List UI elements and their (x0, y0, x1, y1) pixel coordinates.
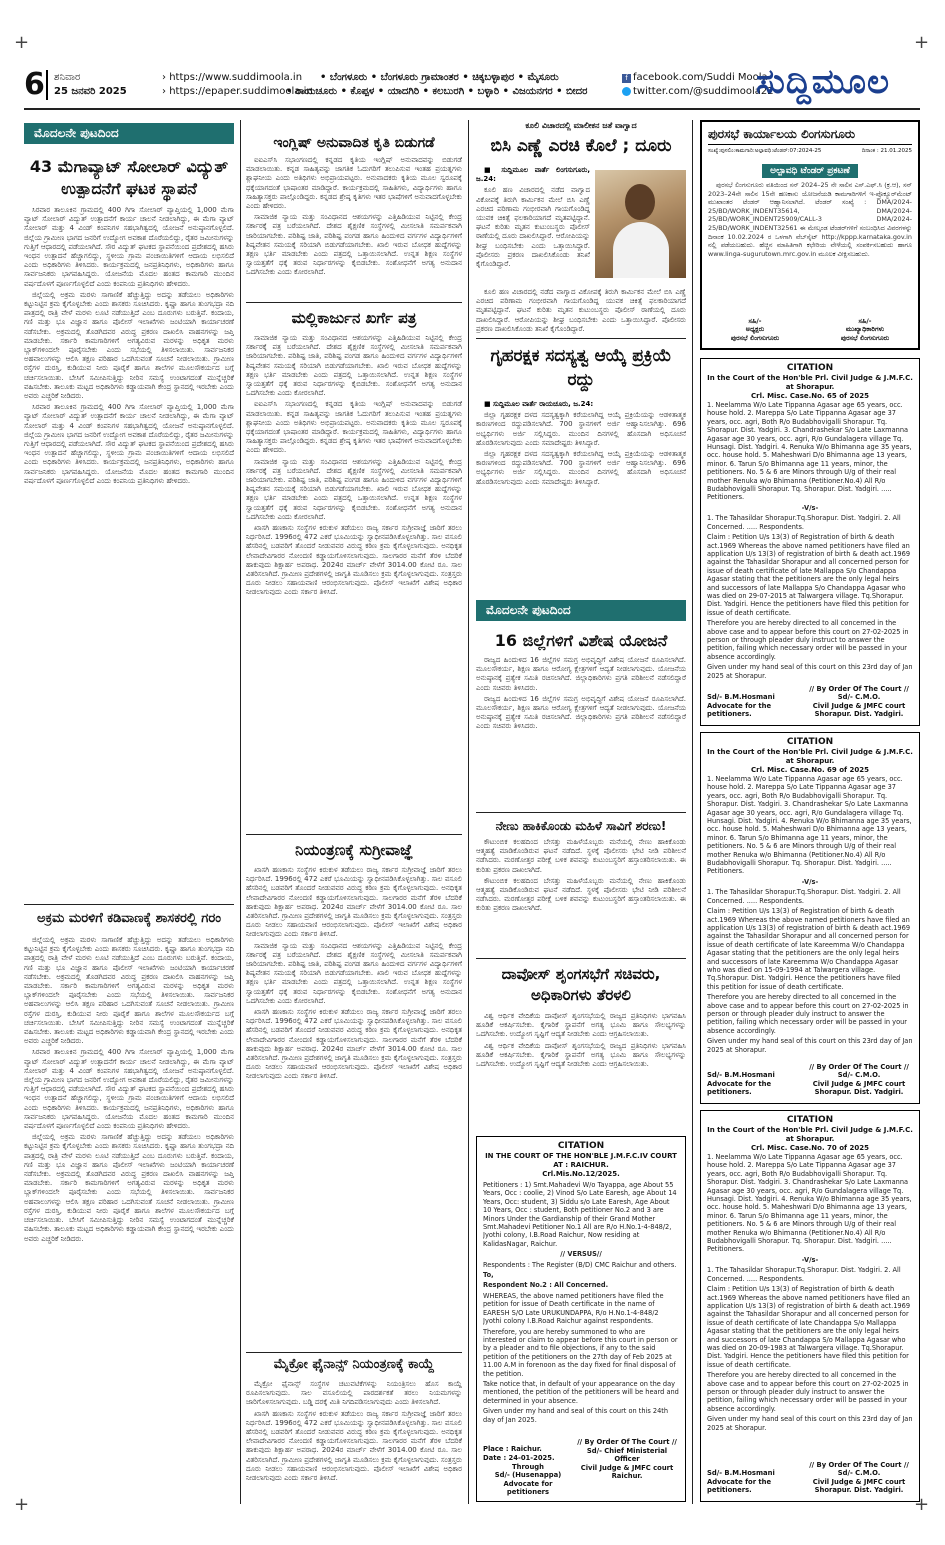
citation-place: at Shorapur. (785, 383, 835, 391)
header-day: ಶನಿವಾರ (54, 72, 81, 83)
story-body: ಜಿಲ್ಲೆಯಲ್ಲಿ ಅಕ್ರಮ ಮರಳು ಸಾಗಾಣಿಕೆ ಹೆಚ್ಚುತ್ತಿದ್ದು ಅದನ್ನು ತಡೆಯಲು ಅಧಿಕಾರಿಗಳು ಕಟ್ಟುನಿಟ್ಟಿನ ಕ್ರಮ ಕೈಗೊಳ್ಳಬೇಕು ಎಂದು ಶಾಸಕರು ಸೂಚಿಸಿದರು. ಕೃಷ್ಣಾ ಹಾಗೂ ತುಂಗಭದ್ರಾ ನದಿ ಪಾತ್ರದಲ್ಲಿ ರಾತ್ರಿ ವೇಳೆ ಮರಳು ಲೂಟಿ ನಡೆಯುತ್ತಿದೆ ಎಂಬ ದೂರುಗಳು ಬರುತ್ತಿವೆ. ಕಂದಾಯ, ಗಣಿ ಮತ್ತು ಭೂ ವಿಜ್ಞಾನ ಹಾಗೂ ಪೊಲೀಸ್ ಇಲಾಖೆಗಳು ಜಂಟಿಯಾಗಿ ಕಾರ್ಯಾಚರಣೆ ನಡೆಸಬೇಕು. ಅಕ್ರಮದಲ್ಲಿ ತೊಡಗಿದವರ ವಿರುದ್ಧ ಪ್ರಕರಣ ದಾಖಲಿಸಿ ವಾಹನಗಳನ್ನು ಜಪ್ತಿ ಮಾಡಬೇಕು. ಸರ್ಕಾರಿ ಕಾಮಗಾರಿಗಳಿಗೆ ಅಗತ್ಯವಿರುವ ಮರಳನ್ನು ಅಧಿಕೃತ ಮರಳು ಬ್ಲಾಕ್‌ಗಳಿಂದಲೇ ಪೂರೈಸಬೇಕು ಎಂದು ಸಭೆಯಲ್ಲಿ ತಿಳಿಸಲಾಯಿತು. ಸಾರ್ವಜನಿಕರ ಅಹವಾಲುಗಳನ್ನು ಆಲಿಸಿ ತಕ್ಷಣ ಪರಿಹಾರ ಒದಗಿಸುವಂತೆ ಸೂಚನೆ ನೀಡಲಾಯಿತು. ಗ್ರಾಮೀಣ ರಸ್ತೆಗಳ ದುರಸ್ತಿ, ಕುಡಿಯುವ ನೀರು ಪೂರೈಕೆ ಹಾಗೂ ಶಾಲೆಗಳ ಮೂಲಸೌಕರ್ಯದ ಬಗ್ಗೆ ಚರ್ಚಿಸಲಾಯಿತು. ಬೇಸಿಗೆ ಸಮೀಪಿಸುತ್ತಿದ್ದು ನೀರಿನ ಸಮಸ್ಯೆ ಉಂಟಾಗದಂತೆ ಮುನ್ನೆಚ್ಚರಿಕೆ ವಹಿಸಬೇಕು. ತಾಲೂಕು ಮಟ್ಟದ ಅಧಿಕಾರಿಗಳು ಕಡ್ಡಾಯವಾಗಿ ಕೇಂದ್ರ ಸ್ಥಾನದಲ್ಲಿ ಇರಬೇಕು ಎಂದು ಅವರು ಎಚ್ಚರಿಕೆ ನೀಡಿದರು. ಸಿರವಾರ ತಾಲೂಕಿನ ಗ್ರಾಮದಲ್ಲಿ 400 ಗಿಗಾ ಸೋಲಾರ್ ವ್ಯಾಪ್ತಿಯಲ್ಲಿ 1,000 ಮೆಗಾ ವ್ಯಾಟ್ ಸೋಲಾರ್ ವಿದ್ಯುತ್ ಉತ್ಪಾದನೆಗೆ ಕಾರ್ಯ ಚಾಲನೆ ನೀಡಲಾಗಿದ್ದು, ಈ ಮೆಗಾ ವ್ಯಾಟ್ ಸೋಲಾರ್ ಮತ್ತು 4 ವಿಂಡ್ ಕಂಪನಿಗಳ ಸಹಭಾಗಿತ್ವದಲ್ಲಿ ಯೋಜನೆ ಅನುಷ್ಠಾನಗೊಳ್ಳಲಿದೆ. ಜಿಲ್ಲೆಯ ಗ್ರಾಮೀಣ ಭಾಗದ ಜನರಿಗೆ ಉದ್ಯೋಗ ಅವಕಾಶ ದೊರೆಯಲಿದ್ದು, ರೈತರ ಜಮೀನುಗಳನ್ನು ಗುತ್ತಿಗೆ ಆಧಾರದಲ್ಲಿ ಪಡೆಯಲಾಗಿದೆ. ಸೌರ ವಿದ್ಯುತ್ ಘಟಕದ ಸ್ಥಾಪನೆಯಿಂದ ಪ್ರದೇಶದಲ್ಲಿ ಹಸಿರು ಇಂಧನ ಉತ್ಪಾದನೆ ಹೆಚ್ಚಾಗಲಿದ್ದು, ಸ್ಥಳೀಯ ಗ್ರಾಮ ಪಂಚಾಯಿತಿಗಳಿಗೆ ಆದಾಯ ಲಭಿಸಲಿದೆ ಎಂದು ಅಧಿಕಾರಿಗಳು ತಿಳಿಸಿದರು. ಕಾರ್ಯಕ್ರಮದಲ್ಲಿ ಜನಪ್ರತಿನಿಧಿಗಳು, ಅಧಿಕಾರಿಗಳು ಹಾಗೂ ಸಾರ್ವಜನಿಕರು ಭಾಗವಹಿಸಿದ್ದರು. ಯೋಜನೆಯ ಮೊದಲ ಹಂತದ ಕಾಮಗಾರಿ ಮುಂದಿನ ವರ್ಷದೊಳಗೆ ಪೂರ್ಣಗೊಳ್ಳಲಿದೆ ಎಂದು ಕಂಪನಿಯ ಪ್ರತಿನಿಧಿಗಳು ಹೇಳಿದರು. ಜಿಲ್ಲೆಯಲ್ಲಿ ಅಕ್ರಮ ಮರಳು ಸಾಗಾಣಿಕೆ ಹೆಚ್ಚುತ್ತಿದ್ದು ಅದನ್ನು ತಡೆಯಲು ಅಧಿಕಾರಿಗಳು ಕಟ್ಟುನಿಟ್ಟಿನ ಕ್ರಮ ಕೈಗೊಳ್ಳಬೇಕು ಎಂದು ಶಾಸಕರು ಸೂಚಿಸಿದರು. ಕೃಷ್ಣಾ ಹಾಗೂ ತುಂಗಭದ್ರಾ ನದಿ ಪಾತ್ರದಲ್ಲಿ ರಾತ್ರಿ ವೇಳೆ ಮರಳು ಲೂಟಿ ನಡೆಯುತ್ತಿದೆ ಎಂಬ ದೂರುಗಳು ಬರುತ್ತಿವೆ. ಕಂದಾಯ, ಗಣಿ ಮತ್ತು ಭೂ ವಿಜ್ಞಾನ ಹಾಗೂ ಪೊಲೀಸ್ ಇಲಾಖೆಗಳು ಜಂಟಿಯಾಗಿ ಕಾರ್ಯಾಚರಣೆ ನಡೆಸಬೇಕು. ಅಕ್ರಮದಲ್ಲಿ ತೊಡಗಿದವರ ವಿರುದ್ಧ ಪ್ರಕರಣ ದಾಖಲಿಸಿ ವಾಹನಗಳನ್ನು ಜಪ್ತಿ ಮಾಡಬೇಕು. ಸರ್ಕಾರಿ ಕಾಮಗಾರಿಗಳಿಗೆ ಅಗತ್ಯವಿರುವ ಮರಳನ್ನು ಅಧಿಕೃತ ಮರಳು ಬ್ಲಾಕ್‌ಗಳಿಂದಲೇ ಪೂರೈಸಬೇಕು ಎಂದು ಸಭೆಯಲ್ಲಿ ತಿಳಿಸಲಾಯಿತು. ಸಾರ್ವಜನಿಕರ ಅಹವಾಲುಗಳನ್ನು ಆಲಿಸಿ ತಕ್ಷಣ ಪರಿಹಾರ ಒದಗಿಸುವಂತೆ ಸೂಚನೆ ನೀಡಲಾಯಿತು. ಗ್ರಾಮೀಣ ರಸ್ತೆಗಳ ದುರಸ್ತಿ, ಕುಡಿಯುವ ನೀರು ಪೂರೈಕೆ ಹಾಗೂ ಶಾಲೆಗಳ ಮೂಲಸೌಕರ್ಯದ ಬಗ್ಗೆ ಚರ್ಚಿಸಲಾಯಿತು. ಬೇಸಿಗೆ ಸಮೀಪಿಸುತ್ತಿದ್ದು ನೀರಿನ ಸಮಸ್ಯೆ ಉಂಟಾಗದಂತೆ ಮುನ್ನೆಚ್ಚರಿಕೆ ವಹಿಸಬೇಕು. ತಾಲೂಕು ಮಟ್ಟದ ಅಧಿಕಾರಿಗಳು ಕಡ್ಡಾಯವಾಗಿ ಕೇಂದ್ರ ಸ್ಥಾನದಲ್ಲಿ ಇರಬೇಕು ಎಂದು ಅವರು ಎಚ್ಚರಿಕೆ ನೀಡಿದರು. (24, 936, 234, 1243)
story-body: ರಾಜ್ಯದ ಹಿಂದುಳಿದ 16 ಜಿಲ್ಲೆಗಳ ಸಮಗ್ರ ಅಭಿವೃದ್ಧಿಗೆ ವಿಶೇಷ ಯೋಜನೆ ರೂಪಿಸಲಾಗಿದೆ. ಮೂಲಸೌಕರ್ಯ, ಶಿಕ್ಷಣ ಹಾಗೂ ಆರೋಗ್ಯ ಕ್ಷೇತ್ರಗಳಿಗೆ ಆದ್ಯತೆ ನೀಡಲಾಗುವುದು. ಯೋಜನೆಯ ಅನುಷ್ಠಾನಕ್ಕೆ ಪ್ರತ್ಯೇಕ ಸಮಿತಿ ರಚಿಸಲಾಗಿದೆ. ಜಿಲ್ಲಾಧಿಕಾರಿಗಳು ಪ್ರಗತಿ ಪರಿಶೀಲನೆ ನಡೆಸಲಿದ್ದಾರೆ ಎಂದು ಸಚಿವರು ತಿಳಿಸಿದರು. ರಾಜ್ಯದ ಹಿಂದುಳಿದ 16 ಜಿಲ್ಲೆಗಳ ಸಮಗ್ರ ಅಭಿವೃದ್ಧಿಗೆ ವಿಶೇಷ ಯೋಜನೆ ರೂಪಿಸಲಾಗಿದೆ. ಮೂಲಸೌಕರ್ಯ, ಶಿಕ್ಷಣ ಹಾಗೂ ಆರೋಗ್ಯ ಕ್ಷೇತ್ರಗಳಿಗೆ ಆದ್ಯತೆ ನೀಡಲಾಗುವುದು. ಯೋಜನೆಯ ಅನುಷ್ಠಾನಕ್ಕೆ ಪ್ರತ್ಯೇಕ ಸಮಿತಿ ರಚಿಸಲಾಗಿದೆ. ಜಿಲ್ಲಾಧಿಕಾರಿಗಳು ಪ್ರಗತಿ ಪರಿಶೀಲನೆ ನಡೆಸಲಿದ್ದಾರೆ ಎಂದು ಸಚಿವರು ತಿಳಿಸಿದರು. (476, 656, 686, 731)
arrow-icon: › (162, 72, 170, 83)
story-headline: ಅಕ್ರಮ ಮರಳಿಗೆ ಕಡಿವಾಣಕ್ಕೆ ಶಾಸಕರಲ್ಲಿ ಗರಂ (37, 911, 221, 926)
story-kicker: ಕೂಲಿ ವಿಚಾರದಲ್ಲಿ ಮಾಲೀಕನ ಜತೆ ವಾಗ್ವಾದ (525, 121, 637, 130)
tender-signature-left: ಸಹಿ/- ಅಧ್ಯಕ್ಷರು ಪುರಸಭೆ ಲಿಂಗಸುಗೂರು (730, 316, 780, 342)
story-body: ಮೈಕ್ರೋ ಫೈನಾನ್ಸ್ ಸಂಸ್ಥೆಗಳ ಚಟುವಟಿಕೆಗಳನ್ನು ನಿಯಂತ್ರಿಸಲು ಹೊಸ ಕಾಯ್ದೆ ರೂಪಿಸಲಾಗುವುದು. ಸಾಲ ವಸೂಲಿಯಲ್ಲಿ ಪಾರದರ್ಶಕತೆ ತರಲು ನಿಯಮಗಳನ್ನು ಜಾರಿಗೊಳಿಸಲಾಗುವುದು. ಬಡ್ಡಿ ದರಕ್ಕೆ ಮಿತಿ ನಿಗದಿಪಡಿಸಲಾಗುವುದು ಎಂದು ತಿಳಿಸಲಾಗಿದೆ. ಖಾಸಗಿ ಹಣಕಾಸು ಸಂಸ್ಥೆಗಳ ಕಿರುಕುಳ ತಡೆಯಲು ರಾಜ್ಯ ಸರ್ಕಾರ ಸುಗ್ರೀವಾಜ್ಞೆ ಜಾರಿಗೆ ತರಲು ನಿರ್ಧರಿಸಿದೆ. 1996ರಲ್ಲಿ 472 ಎಕರೆ ಭೂಮಿಯನ್ನು ಸ್ವಾಧೀನಪಡಿಸಿಕೊಳ್ಳಲಾಗಿತ್ತು. ಸಾಲ ವಸೂಲಿ ಹೆಸರಿನಲ್ಲಿ ಬಡವರಿಗೆ ತೊಂದರೆ ನೀಡುವವರ ವಿರುದ್ಧ ಕಠಿಣ ಕ್ರಮ ಕೈಗೊಳ್ಳಲಾಗುವುದು. ಅನಧಿಕೃತ ಲೇವಾದೇವಿಗಾರರ ನೋಂದಣಿ ಕಡ್ಡಾಯಗೊಳಿಸಲಾಗುವುದು. ಸಾಲಗಾರರ ಮನೆಗೆ ತೆರಳಿ ಬೆದರಿಕೆ ಹಾಕುವುದು ಶಿಕ್ಷಾರ್ಹ ಅಪರಾಧ. 2024ರ ಮಾರ್ಚ್ ವೇಳೆಗೆ 3014.00 ಕೋಟಿ ರೂ. ಸಾಲ ವಿತರಿಸಲಾಗಿದೆ. ಗ್ರಾಮೀಣ ಪ್ರದೇಶಗಳಲ್ಲಿ ಜಾಗೃತಿ ಮೂಡಿಸಲು ಕ್ರಮ ಕೈಗೊಳ್ಳಲಾಗುವುದು. ಸಂತ್ರಸ್ತರು ದೂರು ನೀಡಲು ಸಹಾಯವಾಣಿ ಆರಂಭಿಸಲಾಗುವುದು. ಪೊಲೀಸ್ ಇಲಾಖೆಗೆ ವಿಶೇಷ ಅಧಿಕಾರ ನೀಡಲಾಗುವುದು ಎಂದು ಸರ್ಕಾರ ತಿಳಿಸಿದೆ. (246, 1380, 462, 1483)
citation-notice (700, 358, 920, 726)
story-headline: ಬಿಸಿ ಎಣ್ಣೆ ಎರಚಿ ಕೊಲೆ ; ದೂರು (490, 136, 672, 156)
citation-notice-raichur (476, 1136, 686, 1502)
divider (476, 958, 686, 959)
citation-signature-left: Sd/- B.M.Hosmani Advocate for the petitioners. (707, 1469, 775, 1495)
editions-row-1: • ಬೆಂಗಳೂರು • ಬೆಂಗಳೂರು ಗ್ರಾಮಾಂತರ • ಚಿಕ್ಕಬಳ್ಳಾಪುರ • ಮೈಸೂರು (320, 72, 559, 83)
tender-signature-right: ಸಹಿ/- ಮುಖ್ಯಾಧಿಕಾರಿಗಳು ಪುರಸಭೆ ಲಿಂಗಸುಗೂರು (840, 316, 890, 342)
citation-court: In the Court of the Hon'ble Prl. Civil Judge & J.M.F.C. (707, 1126, 913, 1134)
story-headline: 43 ಮೆಗಾವ್ಯಾಟ್ ಸೋಲಾರ್ ವಿದ್ಯುತ್ ಉತ್ಪಾದನೆಗೆ ಘಟಕ ಸ್ಥಾಪನೆ (29, 157, 229, 198)
divider (46, 70, 48, 100)
citation-notice (700, 1110, 920, 1502)
page-number: 6 (24, 67, 45, 102)
divider (246, 302, 462, 303)
column-rule (468, 120, 469, 1504)
citation-body: 1. Neelamma W/o Late Tippanna Agasar age 65 years, occ. house hold. 2. Mareppa S/o Late Tippanna Agasar age 37 years, occ. agri, Both R/o Budabhovigalli Shorapur. Tq. Shorapur. Dist. Yadgiri. 3. Chandrashekar S/o Late Laxmanna Agasar age 30 years, occ. agri, R/o Gundalagera village Tq. Hunsagi. Dist. Yadgiri. 4. Renuka W/o Bhimanna age 35 years, occ. house hold. 5. Maheshwari D/o Bhimanna age 13 years, minor. 6. Tarun S/o Bhimanna age 11 years, minor, the petitioners. No. 5 & 6 are Minors through U/g of their real mother Renuka w/o Bhimanna (Petitioner.No.4) All R/o Budabhovigalli Shorapur. Tq. Shorapur. Dist. Yadgiri. ..... Petitioners. -V/s- 1. The Tahasildar Shorapur.Tq.Shorapur. Dist. Yadgiri. 2. All Concerned. ..... Respondents. Claim : Petition U/s 13(3) of Registration of birth & death act.1969 Whereas the above named petitioners have filed an application U/s 13(3) of registration of birth & death act.1969 against the Tahasildar Shorapur and all concerned person for issue of death certificate of late Chandappa S/o Mallappa Agasar stating that the petitioners are the only legal heirs and successors of late Chandappa S/o Mallappa Agasar who was died on 20-09-1983 at Talwargera village. Tq.Shorapur. Dist. Yadgiri. Hence the petitioners have filed this petition for issue of death certificate. Therefore you are hereby directed to all concerned in the above case and to appear before this court on 27-02-2025 in person or through pleader duly instruct to answer the petition, failing which necessary order will be passed in your absence accordingly. Given under my hand seal of this court on this 23rd day of Jan 2025 at Shorapur. (707, 1153, 913, 1432)
citation-caseno: Crl.Mis.No.12/2025. (542, 1170, 620, 1178)
divider (246, 1352, 462, 1353)
citation-court: In the Court of the Hon'ble Prl. Civil Judge & J.M.F.C. (707, 748, 913, 756)
divider (476, 812, 686, 813)
header-rule (24, 108, 920, 110)
citation-body: Petitioners : 1) Smt.Mahadevi W/o Tayappa, age About 55 Years, Occ : coolie, 2) Vinod S/o Late Earesh, age About 14 Years, Occ: student, 3) Siddu s/o Late Earesh, Age About 10 Years, Occ : student, Both petitioner No.2 and 3 are Minors Under the Gardianship of their Grand Mother Smt.Mahadevi Petitioner No.1 All are R/o H.No.1-4-848/2, Jyothi colony, I.B.Road Raichur, Now residing at KalidasNagar, Raichur. // VERSUS// Respondents : The Register (B/D) CMC Raichur and others. To, Respondent No.2 : All Concerned. WHEREAS, the above named petitioners have filed the petition for issue of Death certificate in the name of EARESH S/O Late URUKUNDAPPA, R/o H.No.1-4-848/2 Jyothi colony I.B.Road Raichur against respondents. Therefore, you are hereby summoned to who are interested or claim to appear before this court in person or by a pleader and to file objections, if any to the said petition of the petitioners on the 27th day of Feb 2025 at 11.00 A.M in forenoon as the day fixed for final disposal of the petition. Take notice that, in default of your appearance on the day mentioned, the petition of the petitioners will be heard and determined in your absence. Given under my hand and seal of this court on this 24th day of Jan 2025. (483, 1181, 679, 1424)
citation-place: at Shorapur. (785, 1135, 835, 1143)
epaper-link[interactable]: › https://epaper.suddimoola.in (162, 86, 313, 97)
tender-ref: ಸಂಖ್ಯೆ:ಪುಸಲಿಂ:ಕಾಮಗಾರಿ:ಅಲ್ಪಾವಧಿ:ಟೆಂಡರ್:07:2024-25 (708, 148, 822, 154)
crop-mark: + (914, 32, 930, 53)
divider (476, 338, 686, 339)
story-body: ಕೌಟುಂಬಿಕ ಕಲಹದಿಂದ ಬೇಸತ್ತು ಮಹಿಳೆಯೊಬ್ಬರು ಮನೆಯಲ್ಲಿ ನೇಣು ಹಾಕಿಕೊಂಡು ಆತ್ಮಹತ್ಯೆ ಮಾಡಿಕೊಂಡಿರುವ ಘಟನೆ ನಡೆದಿದೆ. ಸ್ಥಳಕ್ಕೆ ಪೊಲೀಸರು ಭೇಟಿ ನೀಡಿ ಪರಿಶೀಲನೆ ನಡೆಸಿದರು. ಮರಣೋತ್ತರ ಪರೀಕ್ಷೆ ಬಳಿಕ ಶವವನ್ನು ಕುಟುಂಬಸ್ಥರಿಗೆ ಹಸ್ತಾಂತರಿಸಲಾಯಿತು. ಈ ಕುರಿತು ಪ್ರಕರಣ ದಾಖಲಾಗಿದೆ. ಕೌಟುಂಬಿಕ ಕಲಹದಿಂದ ಬೇಸತ್ತು ಮಹಿಳೆಯೊಬ್ಬರು ಮನೆಯಲ್ಲಿ ನೇಣು ಹಾಕಿಕೊಂಡು ಆತ್ಮಹತ್ಯೆ ಮಾಡಿಕೊಂಡಿರುವ ಘಟನೆ ನಡೆದಿದೆ. ಸ್ಥಳಕ್ಕೆ ಪೊಲೀಸರು ಭೇಟಿ ನೀಡಿ ಪರಿಶೀಲನೆ ನಡೆಸಿದರು. ಮರಣೋತ್ತರ ಪರೀಕ್ಷೆ ಬಳಿಕ ಶವವನ್ನು ಕುಟುಂಬಸ್ಥರಿಗೆ ಹಸ್ತಾಂತರಿಸಲಾಯಿತು. ಈ ಕುರಿತು ಪ್ರಕರಣ ದಾಖಲಾಗಿದೆ. (476, 838, 686, 913)
story-body: ■ ಸುದ್ದಿಮೂಲ ವಾರ್ತೆ ಲಿಂಗಸುಗೂರು, ಜ.24: ಕೂಲಿ ಹಣ ವಿಚಾರದಲ್ಲಿ ನಡೆದ ವಾಗ್ವಾದ ವಿಕೋಪಕ್ಕೆ ತಿರುಗಿ ಕಾರ್ಮಿಕನ ಮೇಲೆ ಬಿಸಿ ಎಣ್ಣೆ ಎರಚಿದ ಪರಿಣಾಮ ಗಂಭೀರವಾಗಿ ಗಾಯಗೊಂಡಿದ್ದ ಯುವಕ ಚಿಕಿತ್ಸೆ ಫಲಕಾರಿಯಾಗದೆ ಮೃತಪಟ್ಟಿದ್ದಾನೆ. ಘಟನೆ ಕುರಿತು ಮೃತನ ಕುಟುಂಬಸ್ಥರು ಪೊಲೀಸ್ ಠಾಣೆಯಲ್ಲಿ ದೂರು ದಾಖಲಿಸಿದ್ದಾರೆ. ಆರೋಪಿಯನ್ನು ಶೀಘ್ರ ಬಂಧಿಸಬೇಕು ಎಂದು ಒತ್ತಾಯಿಸಿದ್ದಾರೆ. ಪೊಲೀಸರು ಪ್ರಕರಣ ದಾಖಲಿಸಿಕೊಂಡು ತನಿಖೆ ಕೈಗೊಂಡಿದ್ದಾರೆ. (476, 166, 590, 269)
tender-body: ಪುರಸಭೆ ಲಿಂಗಸುಗೂರು ವತಿಯಿಂದ ಸನ್ 2024–25 ನೇ ಸಾಲಿನ ಎಸ್.ಎಫ್.ಸಿ (ಕ್ರ.ಆ), ಸನ್ 2023–24ನೇ ಸಾಲಿನ 15ನೇ ಹಣಕಾಸು ಯೋಜನೆಯಡಿ ಕಾಮಗಾರಿಗಳಿಗೆ ಇ-ಪ್ರೊಕ್ಯೂರ್‌ಮೆಂಟ್ ಮುಖಾಂತರ ಟೆಂಡರ್ ಆಹ್ವಾನಿಸಲಾಗಿದೆ. ಟೆಂಡರ್ ಸಂಖ್ಯೆ : DMA/2024-25/BD/WORK_INDENT35614, DMA/2024-25/BD/WORK_INDENT25909/CALL-3 DMA/2024-25/BD/WORK_INDENT32561 ಈ ಮೇಲ್ಕಂಡ ಟೆಂಡರ್‌ಗಳಿಗೆ ಸಂಬಂಧಿಸಿದ ವಿವರಗಳನ್ನು ದಿನಾಂಕ 10.02.2024 ರ ಒಳಗಾಗಿ ವೆಬ್‌ಸೈಟ್ http://kppp.karnataka.gov.in ನಲ್ಲಿ ಪಡೆಯಬಹುದು. ಹೆಚ್ಚಿನ ಮಾಹಿತಿಗಾಗಿ ಕಛೇರಿಯ ವೇಳೆಯಲ್ಲಿ ಸಂಪರ್ಕಿಸಬಹುದು ಹಾಗೂ www.linga-sugurutown.mrc.gov.in ಮೂಲಕ ವೀಕ್ಷಿಸಬಹುದು. (708, 181, 912, 258)
divider (246, 834, 462, 835)
editions-row-2: • ರಾಯಚೂರು • ಕೊಪ್ಪಳ • ಯಾದಗಿರಿ • ಕಲಬುರಗಿ • ಬಳ್ಳಾರಿ • ವಿಜಯನಗರ • ಬೀದರ (286, 86, 588, 97)
citation-body: 1. Neelamma W/o Late Tippanna Agasar age 65 years, occ. house hold. 2. Mareppa S/o Late Tippanna Agasar age 37 years, occ. agri, Both R/o Budabhovigalli Shorapur. Tq. Shorapur. Dist. Yadgiri. 3. Chandrashekar S/o Late Laxmanna Agasar age 30 years, occ. agri, R/o Gundalagera village Tq. Hunsagi. Dist. Yadgiri. 4. Renuka W/o Bhimanna age 35 years, occ. house hold. 5. Maheshwari D/o Bhimanna age 13 years, minor. 6. Tarun S/o Bhimanna age 11 years, minor, the petitioners. No. 5 & 6 are Minors through U/g of their real mother Renuka w/o Bhimanna (Petitioner.No.4) All R/o Budabhovigalli Shorapur. Tq. Shorapur. Dist. Yadgiri. ..... Petitioners. -V/s- 1. The Tahasildar Shorapur.Tq.Shorapur. Dist. Yadgiri. 2. All Concerned. ..... Respondents. Claim : Petition U/s 13(3) of Registration of birth & death act.1969 Whereas the above named petitioners have filed an application U/s 13(3) of registration of birth & death act.1969 against the Tahasildar Shorapur and all concerned person for issue of death certificate of late Kareemma W/o Chandappa Agasar stating that the petitioners are the only legal heirs and successors of late Kareemma W/o Chandappa Agasar who was died on 15-09-1994 at Talwargera village. Tq.Shorapur. Dist. Yadgiri. Hence the petitioners have filed this petition for issue of death certificate. Therefore you are hereby directed to all concerned in the above case and to appear before this court on 27-02-2025 in person or through pleader duly instruct to answer the petition, failing which necessary order will be passed in your absence accordingly. Given under my hand seal of this court on this 23rd day of Jan 2025 at Shorapur. (707, 775, 913, 1054)
citation-title: CITATION (786, 1115, 834, 1125)
tender-badge-wrap (708, 158, 912, 178)
citation-caseno: Crl. Misc. Case.No. 69 of 2025 (750, 766, 869, 774)
column-rule (692, 120, 693, 1504)
citation-signature-right: // By Order Of The Court // Sd/- C.M.O. Civil Judge & JMFC court Shorapur. Dist. Yadgiri. (809, 684, 909, 719)
citation-court: In the Court of the Hon'ble Prl. Civil Judge & J.M.F.C. (707, 374, 913, 382)
tender-ref-row (708, 147, 912, 155)
header-date: 25 ಜನವರಿ 2025 (54, 86, 127, 97)
facebook-icon: f (622, 74, 631, 83)
story-body: ಖಾಸಗಿ ಹಣಕಾಸು ಸಂಸ್ಥೆಗಳ ಕಿರುಕುಳ ತಡೆಯಲು ರಾಜ್ಯ ಸರ್ಕಾರ ಸುಗ್ರೀವಾಜ್ಞೆ ಜಾರಿಗೆ ತರಲು ನಿರ್ಧರಿಸಿದೆ. 1996ರಲ್ಲಿ 472 ಎಕರೆ ಭೂಮಿಯನ್ನು ಸ್ವಾಧೀನಪಡಿಸಿಕೊಳ್ಳಲಾಗಿತ್ತು. ಸಾಲ ವಸೂಲಿ ಹೆಸರಿನಲ್ಲಿ ಬಡವರಿಗೆ ತೊಂದರೆ ನೀಡುವವರ ವಿರುದ್ಧ ಕಠಿಣ ಕ್ರಮ ಕೈಗೊಳ್ಳಲಾಗುವುದು. ಅನಧಿಕೃತ ಲೇವಾದೇವಿಗಾರರ ನೋಂದಣಿ ಕಡ್ಡಾಯಗೊಳಿಸಲಾಗುವುದು. ಸಾಲಗಾರರ ಮನೆಗೆ ತೆರಳಿ ಬೆದರಿಕೆ ಹಾಕುವುದು ಶಿಕ್ಷಾರ್ಹ ಅಪರಾಧ. 2024ರ ಮಾರ್ಚ್ ವೇಳೆಗೆ 3014.00 ಕೋಟಿ ರೂ. ಸಾಲ ವಿತರಿಸಲಾಗಿದೆ. ಗ್ರಾಮೀಣ ಪ್ರದೇಶಗಳಲ್ಲಿ ಜಾಗೃತಿ ಮೂಡಿಸಲು ಕ್ರಮ ಕೈಗೊಳ್ಳಲಾಗುವುದು. ಸಂತ್ರಸ್ತರು ದೂರು ನೀಡಲು ಸಹಾಯವಾಣಿ ಆರಂಭಿಸಲಾಗುವುದು. ಪೊಲೀಸ್ ಇಲಾಖೆಗೆ ವಿಶೇಷ ಅಧಿಕಾರ ನೀಡಲಾಗುವುದು ಎಂದು ಸರ್ಕಾರ ತಿಳಿಸಿದೆ. ಸಾಮಾಜಿಕ ನ್ಯಾಯ ಮತ್ತು ಸಂವಿಧಾನದ ಆಶಯಗಳನ್ನು ಎತ್ತಿಹಿಡಿಯುವ ನಿಟ್ಟಿನಲ್ಲಿ ಕೇಂದ್ರ ಸರ್ಕಾರಕ್ಕೆ ಪತ್ರ ಬರೆಯಲಾಗಿದೆ. ದೇಶದ ಶೈಕ್ಷಣಿಕ ಸಂಸ್ಥೆಗಳಲ್ಲಿ ಮೀಸಲಾತಿ ಸಮರ್ಪಕವಾಗಿ ಜಾರಿಯಾಗಬೇಕು. ಪರಿಶಿಷ್ಟ ಜಾತಿ, ಪರಿಶಿಷ್ಟ ಪಂಗಡ ಹಾಗೂ ಹಿಂದುಳಿದ ವರ್ಗಗಳ ವಿದ್ಯಾರ್ಥಿಗಳಿಗೆ ಶಿಷ್ಯವೇತನ ಸಮಯಕ್ಕೆ ಸರಿಯಾಗಿ ಬಿಡುಗಡೆಯಾಗಬೇಕು. ಖಾಲಿ ಇರುವ ಬೋಧಕ ಹುದ್ದೆಗಳನ್ನು ತಕ್ಷಣ ಭರ್ತಿ ಮಾಡಬೇಕು ಎಂದು ಪತ್ರದಲ್ಲಿ ಒತ್ತಾಯಿಸಲಾಗಿದೆ. ಉನ್ನತ ಶಿಕ್ಷಣ ಸಂಸ್ಥೆಗಳ ಸ್ವಾಯತ್ತತೆಗೆ ಧಕ್ಕೆ ತರುವ ನಿರ್ಧಾರಗಳನ್ನು ಕೈಬಿಡಬೇಕು. ಸಂಶೋಧನೆಗೆ ಅಗತ್ಯ ಅನುದಾನ ಒದಗಿಸಬೇಕು ಎಂದು ಕೋರಲಾಗಿದೆ. ಖಾಸಗಿ ಹಣಕಾಸು ಸಂಸ್ಥೆಗಳ ಕಿರುಕುಳ ತಡೆಯಲು ರಾಜ್ಯ ಸರ್ಕಾರ ಸುಗ್ರೀವಾಜ್ಞೆ ಜಾರಿಗೆ ತರಲು ನಿರ್ಧರಿಸಿದೆ. 1996ರಲ್ಲಿ 472 ಎಕರೆ ಭೂಮಿಯನ್ನು ಸ್ವಾಧೀನಪಡಿಸಿಕೊಳ್ಳಲಾಗಿತ್ತು. ಸಾಲ ವಸೂಲಿ ಹೆಸರಿನಲ್ಲಿ ಬಡವರಿಗೆ ತೊಂದರೆ ನೀಡುವವರ ವಿರುದ್ಧ ಕಠಿಣ ಕ್ರಮ ಕೈಗೊಳ್ಳಲಾಗುವುದು. ಅನಧಿಕೃತ ಲೇವಾದೇವಿಗಾರರ ನೋಂದಣಿ ಕಡ್ಡಾಯಗೊಳಿಸಲಾಗುವುದು. ಸಾಲಗಾರರ ಮನೆಗೆ ತೆರಳಿ ಬೆದರಿಕೆ ಹಾಕುವುದು ಶಿಕ್ಷಾರ್ಹ ಅಪರಾಧ. 2024ರ ಮಾರ್ಚ್ ವೇಳೆಗೆ 3014.00 ಕೋಟಿ ರೂ. ಸಾಲ ವಿತರಿಸಲಾಗಿದೆ. ಗ್ರಾಮೀಣ ಪ್ರದೇಶಗಳಲ್ಲಿ ಜಾಗೃತಿ ಮೂಡಿಸಲು ಕ್ರಮ ಕೈಗೊಳ್ಳಲಾಗುವುದು. ಸಂತ್ರಸ್ತರು ದೂರು ನೀಡಲು ಸಹಾಯವಾಣಿ ಆರಂಭಿಸಲಾಗುವುದು. ಪೊಲೀಸ್ ಇಲಾಖೆಗೆ ವಿಶೇಷ ಅಧಿಕಾರ ನೀಡಲಾಗುವುದು ಎಂದು ಸರ್ಕಾರ ತಿಳಿಸಿದೆ. (246, 866, 462, 1081)
citation-body: 1. Neelamma W/o Late Tippanna Agasar age 65 years, occ. house hold. 2. Mareppa S/o Late Tippanna Agasar age 37 years, occ. agri, Both R/o Budabhovigalli Shorapur. Tq. Shorapur. Dist. Yadgiri. 3. Chandrashekar S/o Late Laxmanna Agasar age 30 years, occ. agri, R/o Gundalagera village Tq. Hunsagi. Dist. Yadgiri. 4. Renuka W/o Bhimanna age 35 years, occ. house hold. 5. Maheshwari D/o Bhimanna age 13 years, minor. 6. Tarun S/o Bhimanna age 11 years, minor, the petitioners. No. 5 & 6 are Minors through U/g of their real mother Renuka w/o Bhimanna (Petitioner.No.4) All R/o Budabhovigalli Shorapur. Tq. Shorapur. Dist. Yadgiri. ..... Petitioners. -V/s- 1. The Tahasildar Shorapur.Tq.Shorapur. Dist. Yadgiri. 2. All Concerned. ..... Respondents. Claim : Petition U/s 13(3) of Registration of birth & death act.1969 Whereas the above named petitioners have filed an application U/s 13(3) of registration of birth & death act.1969 against the Tahasildar Shorapur and all concerned person for issue of death certificate of late Mallappa S/o Chandappa Agasar stating that the petitioners are the only legal heirs and successors of late Mallappa S/o Chandappa Agasar who was died on 29-07-2015 at Talwargera village. Tq.Shorapur. Dist. Yadgiri. Hence the petitioners have filed this petition for issue of death certificate. Therefore you are hereby directed to all concerned in the above case and to appear before this court on 27-02-2025 in person or through pleader duly instruct to answer the petition, failing which necessary order will be passed in your absence accordingly. Given under my hand seal of this court on this 23rd day of Jan 2025 at Shorapur. (707, 401, 913, 680)
citation-place: at Shorapur. (785, 757, 835, 765)
story-body: ಐಐಎಸ್‌ಸಿ ಸಭಾಂಗಣದಲ್ಲಿ ಕನ್ನಡದ ಕೃತಿಯ ಇಂಗ್ಲಿಷ್ ಅನುವಾದವನ್ನು ಬಿಡುಗಡೆ ಮಾಡಲಾಯಿತು. ಕನ್ನಡ ಸಾಹಿತ್ಯವನ್ನು ಜಾಗತಿಕ ಓದುಗರಿಗೆ ತಲುಪಿಸುವ ಇಂತಹ ಪ್ರಯತ್ನಗಳು ಶ್ಲಾಘನೀಯ ಎಂದು ಅತಿಥಿಗಳು ಅಭಿಪ್ರಾಯಪಟ್ಟರು. ಅನುವಾದಕರು ಕೃತಿಯ ಮೂಲ ಸ್ವರೂಪಕ್ಕೆ ಧಕ್ಕೆಯಾಗದಂತೆ ಭಾಷಾಂತರ ಮಾಡಿದ್ದಾರೆ. ಕಾರ್ಯಕ್ರಮದಲ್ಲಿ ಸಾಹಿತಿಗಳು, ವಿದ್ಯಾರ್ಥಿಗಳು ಹಾಗೂ ಸಾಹಿತ್ಯಾಸಕ್ತರು ಪಾಲ್ಗೊಂಡಿದ್ದರು. ಕನ್ನಡದ ಶ್ರೇಷ್ಠ ಕೃತಿಗಳು ಇತರ ಭಾಷೆಗಳಿಗೆ ಅನುವಾದಗೊಳ್ಳಬೇಕು ಎಂದು ಹೇಳಿದರು. ಸಾಮಾಜಿಕ ನ್ಯಾಯ ಮತ್ತು ಸಂವಿಧಾನದ ಆಶಯಗಳನ್ನು ಎತ್ತಿಹಿಡಿಯುವ ನಿಟ್ಟಿನಲ್ಲಿ ಕೇಂದ್ರ ಸರ್ಕಾರಕ್ಕೆ ಪತ್ರ ಬರೆಯಲಾಗಿದೆ. ದೇಶದ ಶೈಕ್ಷಣಿಕ ಸಂಸ್ಥೆಗಳಲ್ಲಿ ಮೀಸಲಾತಿ ಸಮರ್ಪಕವಾಗಿ ಜಾರಿಯಾಗಬೇಕು. ಪರಿಶಿಷ್ಟ ಜಾತಿ, ಪರಿಶಿಷ್ಟ ಪಂಗಡ ಹಾಗೂ ಹಿಂದುಳಿದ ವರ್ಗಗಳ ವಿದ್ಯಾರ್ಥಿಗಳಿಗೆ ಶಿಷ್ಯವೇತನ ಸಮಯಕ್ಕೆ ಸರಿಯಾಗಿ ಬಿಡುಗಡೆಯಾಗಬೇಕು. ಖಾಲಿ ಇರುವ ಬೋಧಕ ಹುದ್ದೆಗಳನ್ನು ತಕ್ಷಣ ಭರ್ತಿ ಮಾಡಬೇಕು ಎಂದು ಪತ್ರದಲ್ಲಿ ಒತ್ತಾಯಿಸಲಾಗಿದೆ. ಉನ್ನತ ಶಿಕ್ಷಣ ಸಂಸ್ಥೆಗಳ ಸ್ವಾಯತ್ತತೆಗೆ ಧಕ್ಕೆ ತರುವ ನಿರ್ಧಾರಗಳನ್ನು ಕೈಬಿಡಬೇಕು. ಸಂಶೋಧನೆಗೆ ಅಗತ್ಯ ಅನುದಾನ ಒದಗಿಸಬೇಕು ಎಂದು ಕೋರಲಾಗಿದೆ. (246, 156, 462, 277)
page-header (24, 62, 920, 106)
story-body: ವಿಶ್ವ ಆರ್ಥಿಕ ವೇದಿಕೆಯ ದಾವೋಸ್ ಶೃಂಗಸಭೆಯಲ್ಲಿ ರಾಜ್ಯದ ಪ್ರತಿನಿಧಿಗಳು ಭಾಗವಹಿಸಿ ಹೂಡಿಕೆ ಆಕರ್ಷಿಸಬೇಕು. ಕೈಗಾರಿಕೆ ಸ್ಥಾಪನೆಗೆ ಅಗತ್ಯ ಭೂಮಿ ಹಾಗೂ ಸೌಲಭ್ಯಗಳನ್ನು ಒದಗಿಸಬೇಕು. ಉದ್ಯೋಗ ಸೃಷ್ಟಿಗೆ ಆದ್ಯತೆ ನೀಡಬೇಕು ಎಂದು ಆಗ್ರಹಿಸಲಾಯಿತು. ವಿಶ್ವ ಆರ್ಥಿಕ ವೇದಿಕೆಯ ದಾವೋಸ್ ಶೃಂಗಸಭೆಯಲ್ಲಿ ರಾಜ್ಯದ ಪ್ರತಿನಿಧಿಗಳು ಭಾಗವಹಿಸಿ ಹೂಡಿಕೆ ಆಕರ್ಷಿಸಬೇಕು. ಕೈಗಾರಿಕೆ ಸ್ಥಾಪನೆಗೆ ಅಗತ್ಯ ಭೂಮಿ ಹಾಗೂ ಸೌಲಭ್ಯಗಳನ್ನು ಒದಗಿಸಬೇಕು. ಉದ್ಯೋಗ ಸೃಷ್ಟಿಗೆ ಆದ್ಯತೆ ನೀಡಬೇಕು ಎಂದು ಆಗ್ರಹಿಸಲಾಯಿತು. (476, 1012, 686, 1069)
twitter-link[interactable]: twitter.com/@suddimoola22 (622, 85, 774, 99)
citation-signature-right: // By Order Of The Court // Sd/- C.M.O. Civil Judge & JMFC court Shorapur. Dist. Yadgiri. (809, 1460, 909, 1495)
story-headline: ಇಂಗ್ಲಿಷ್ ಅನುವಾದಿತ ಕೃತಿ ಬಿಡುಗಡೆ (273, 135, 435, 151)
citation-caseno: Crl. Misc. Case.No. 70 of 2025 (750, 1144, 869, 1152)
citation-notice (700, 732, 920, 1104)
tender-notice (700, 120, 920, 350)
story-headline: ನಿಯಂತ್ರಣಕ್ಕೆ ಸುಗ್ರೀವಾಜ್ಞೆ (295, 841, 413, 859)
crop-mark: + (914, 1494, 930, 1515)
citation-title: CITATION (786, 363, 834, 373)
citation-signature-right: // By Order Of The Court // Sd/- Chief Ministerial Officer Civil Judge & JMFC court Raichur. (577, 1438, 677, 1481)
citation-court: IN THE COURT OF THE HON'BLE J.M.F.C.IV COURT (485, 1152, 677, 1160)
facebook-link[interactable]: f facebook.com/Suddi Moola (622, 71, 768, 85)
crop-mark: + (14, 1494, 30, 1515)
story-body: ಸಿರವಾರ ತಾಲೂಕಿನ ಗ್ರಾಮದಲ್ಲಿ 400 ಗಿಗಾ ಸೋಲಾರ್ ವ್ಯಾಪ್ತಿಯಲ್ಲಿ 1,000 ಮೆಗಾ ವ್ಯಾಟ್ ಸೋಲಾರ್ ವಿದ್ಯುತ್ ಉತ್ಪಾದನೆಗೆ ಕಾರ್ಯ ಚಾಲನೆ ನೀಡಲಾಗಿದ್ದು, ಈ ಮೆಗಾ ವ್ಯಾಟ್ ಸೋಲಾರ್ ಮತ್ತು 4 ವಿಂಡ್ ಕಂಪನಿಗಳ ಸಹಭಾಗಿತ್ವದಲ್ಲಿ ಯೋಜನೆ ಅನುಷ್ಠಾನಗೊಳ್ಳಲಿದೆ. ಜಿಲ್ಲೆಯ ಗ್ರಾಮೀಣ ಭಾಗದ ಜನರಿಗೆ ಉದ್ಯೋಗ ಅವಕಾಶ ದೊರೆಯಲಿದ್ದು, ರೈತರ ಜಮೀನುಗಳನ್ನು ಗುತ್ತಿಗೆ ಆಧಾರದಲ್ಲಿ ಪಡೆಯಲಾಗಿದೆ. ಸೌರ ವಿದ್ಯುತ್ ಘಟಕದ ಸ್ಥಾಪನೆಯಿಂದ ಪ್ರದೇಶದಲ್ಲಿ ಹಸಿರು ಇಂಧನ ಉತ್ಪಾದನೆ ಹೆಚ್ಚಾಗಲಿದ್ದು, ಸ್ಥಳೀಯ ಗ್ರಾಮ ಪಂಚಾಯಿತಿಗಳಿಗೆ ಆದಾಯ ಲಭಿಸಲಿದೆ ಎಂದು ಅಧಿಕಾರಿಗಳು ತಿಳಿಸಿದರು. ಕಾರ್ಯಕ್ರಮದಲ್ಲಿ ಜನಪ್ರತಿನಿಧಿಗಳು, ಅಧಿಕಾರಿಗಳು ಹಾಗೂ ಸಾರ್ವಜನಿಕರು ಭಾಗವಹಿಸಿದ್ದರು. ಯೋಜನೆಯ ಮೊದಲ ಹಂತದ ಕಾಮಗಾರಿ ಮುಂದಿನ ವರ್ಷದೊಳಗೆ ಪೂರ್ಣಗೊಳ್ಳಲಿದೆ ಎಂದು ಕಂಪನಿಯ ಪ್ರತಿನಿಧಿಗಳು ಹೇಳಿದರು. ಜಿಲ್ಲೆಯಲ್ಲಿ ಅಕ್ರಮ ಮರಳು ಸಾಗಾಣಿಕೆ ಹೆಚ್ಚುತ್ತಿದ್ದು ಅದನ್ನು ತಡೆಯಲು ಅಧಿಕಾರಿಗಳು ಕಟ್ಟುನಿಟ್ಟಿನ ಕ್ರಮ ಕೈಗೊಳ್ಳಬೇಕು ಎಂದು ಶಾಸಕರು ಸೂಚಿಸಿದರು. ಕೃಷ್ಣಾ ಹಾಗೂ ತುಂಗಭದ್ರಾ ನದಿ ಪಾತ್ರದಲ್ಲಿ ರಾತ್ರಿ ವೇಳೆ ಮರಳು ಲೂಟಿ ನಡೆಯುತ್ತಿದೆ ಎಂಬ ದೂರುಗಳು ಬರುತ್ತಿವೆ. ಕಂದಾಯ, ಗಣಿ ಮತ್ತು ಭೂ ವಿಜ್ಞಾನ ಹಾಗೂ ಪೊಲೀಸ್ ಇಲಾಖೆಗಳು ಜಂಟಿಯಾಗಿ ಕಾರ್ಯಾಚರಣೆ ನಡೆಸಬೇಕು. ಅಕ್ರಮದಲ್ಲಿ ತೊಡಗಿದವರ ವಿರುದ್ಧ ಪ್ರಕರಣ ದಾಖಲಿಸಿ ವಾಹನಗಳನ್ನು ಜಪ್ತಿ ಮಾಡಬೇಕು. ಸರ್ಕಾರಿ ಕಾಮಗಾರಿಗಳಿಗೆ ಅಗತ್ಯವಿರುವ ಮರಳನ್ನು ಅಧಿಕೃತ ಮರಳು ಬ್ಲಾಕ್‌ಗಳಿಂದಲೇ ಪೂರೈಸಬೇಕು ಎಂದು ಸಭೆಯಲ್ಲಿ ತಿಳಿಸಲಾಯಿತು. ಸಾರ್ವಜನಿಕರ ಅಹವಾಲುಗಳನ್ನು ಆಲಿಸಿ ತಕ್ಷಣ ಪರಿಹಾರ ಒದಗಿಸುವಂತೆ ಸೂಚನೆ ನೀಡಲಾಯಿತು. ಗ್ರಾಮೀಣ ರಸ್ತೆಗಳ ದುರಸ್ತಿ, ಕುಡಿಯುವ ನೀರು ಪೂರೈಕೆ ಹಾಗೂ ಶಾಲೆಗಳ ಮೂಲಸೌಕರ್ಯದ ಬಗ್ಗೆ ಚರ್ಚಿಸಲಾಯಿತು. ಬೇಸಿಗೆ ಸಮೀಪಿಸುತ್ತಿದ್ದು ನೀರಿನ ಸಮಸ್ಯೆ ಉಂಟಾಗದಂತೆ ಮುನ್ನೆಚ್ಚರಿಕೆ ವಹಿಸಬೇಕು. ತಾಲೂಕು ಮಟ್ಟದ ಅಧಿಕಾರಿಗಳು ಕಡ್ಡಾಯವಾಗಿ ಕೇಂದ್ರ ಸ್ಥಾನದಲ್ಲಿ ಇರಬೇಕು ಎಂದು ಅವರು ಎಚ್ಚರಿಕೆ ನೀಡಿದರು. ಸಿರವಾರ ತಾಲೂಕಿನ ಗ್ರಾಮದಲ್ಲಿ 400 ಗಿಗಾ ಸೋಲಾರ್ ವ್ಯಾಪ್ತಿಯಲ್ಲಿ 1,000 ಮೆಗಾ ವ್ಯಾಟ್ ಸೋಲಾರ್ ವಿದ್ಯುತ್ ಉತ್ಪಾದನೆಗೆ ಕಾರ್ಯ ಚಾಲನೆ ನೀಡಲಾಗಿದ್ದು, ಈ ಮೆಗಾ ವ್ಯಾಟ್ ಸೋಲಾರ್ ಮತ್ತು 4 ವಿಂಡ್ ಕಂಪನಿಗಳ ಸಹಭಾಗಿತ್ವದಲ್ಲಿ ಯೋಜನೆ ಅನುಷ್ಠಾನಗೊಳ್ಳಲಿದೆ. ಜಿಲ್ಲೆಯ ಗ್ರಾಮೀಣ ಭಾಗದ ಜನರಿಗೆ ಉದ್ಯೋಗ ಅವಕಾಶ ದೊರೆಯಲಿದ್ದು, ರೈತರ ಜಮೀನುಗಳನ್ನು ಗುತ್ತಿಗೆ ಆಧಾರದಲ್ಲಿ ಪಡೆಯಲಾಗಿದೆ. ಸೌರ ವಿದ್ಯುತ್ ಘಟಕದ ಸ್ಥಾಪನೆಯಿಂದ ಪ್ರದೇಶದಲ್ಲಿ ಹಸಿರು ಇಂಧನ ಉತ್ಪಾದನೆ ಹೆಚ್ಚಾಗಲಿದ್ದು, ಸ್ಥಳೀಯ ಗ್ರಾಮ ಪಂಚಾಯಿತಿಗಳಿಗೆ ಆದಾಯ ಲಭಿಸಲಿದೆ ಎಂದು ಅಧಿಕಾರಿಗಳು ತಿಳಿಸಿದರು. ಕಾರ್ಯಕ್ರಮದಲ್ಲಿ ಜನಪ್ರತಿನಿಧಿಗಳು, ಅಧಿಕಾರಿಗಳು ಹಾಗೂ ಸಾರ್ವಜನಿಕರು ಭಾಗವಹಿಸಿದ್ದರು. ಯೋಜನೆಯ ಮೊದಲ ಹಂತದ ಕಾಮಗಾರಿ ಮುಂದಿನ ವರ್ಷದೊಳಗೆ ಪೂರ್ಣಗೊಳ್ಳಲಿದೆ ಎಂದು ಕಂಪನಿಯ ಪ್ರತಿನಿಧಿಗಳು ಹೇಳಿದರು. (24, 206, 234, 485)
section-label: ಮೊದಲನೇ ಪುಟದಿಂದ (476, 600, 686, 621)
citation-signature-left: Sd/- B.M.Hosmani Advocate for the petitioners. (707, 1071, 775, 1097)
story-body: ■ ಸುದ್ದಿಮೂಲ ವಾರ್ತೆ ರಾಯಚೂರು, ಜ.24: ಜಿಲ್ಲಾ ಗೃಹರಕ್ಷಕ ದಳದ ಸದಸ್ಯತ್ವಕ್ಕಾಗಿ ಕರೆಯಲಾಗಿದ್ದ ಆಯ್ಕೆ ಪ್ರಕ್ರಿಯೆಯನ್ನು ಆಡಳಿತಾತ್ಮಕ ಕಾರಣಗಳಿಂದ ರದ್ದುಪಡಿಸಲಾಗಿದೆ. 700 ಸ್ಥಾನಗಳಿಗೆ ಅರ್ಜಿ ಆಹ್ವಾನಿಸಲಾಗಿತ್ತು. 696 ಅಭ್ಯರ್ಥಿಗಳು ಅರ್ಜಿ ಸಲ್ಲಿಸಿದ್ದರು. ಮುಂದಿನ ದಿನಗಳಲ್ಲಿ ಹೊಸದಾಗಿ ಅಧಿಸೂಚನೆ ಹೊರಡಿಸಲಾಗುವುದು ಎಂದು ಸಮಾದೇಷ್ಟರು ತಿಳಿಸಿದ್ದಾರೆ. ಜಿಲ್ಲಾ ಗೃಹರಕ್ಷಕ ದಳದ ಸದಸ್ಯತ್ವಕ್ಕಾಗಿ ಕರೆಯಲಾಗಿದ್ದ ಆಯ್ಕೆ ಪ್ರಕ್ರಿಯೆಯನ್ನು ಆಡಳಿತಾತ್ಮಕ ಕಾರಣಗಳಿಂದ ರದ್ದುಪಡಿಸಲಾಗಿದೆ. 700 ಸ್ಥಾನಗಳಿಗೆ ಅರ್ಜಿ ಆಹ್ವಾನಿಸಲಾಗಿತ್ತು. 696 ಅಭ್ಯರ್ಥಿಗಳು ಅರ್ಜಿ ಸಲ್ಲಿಸಿದ್ದರು. ಮುಂದಿನ ದಿನಗಳಲ್ಲಿ ಹೊಸದಾಗಿ ಅಧಿಸೂಚನೆ ಹೊರಡಿಸಲಾಗುವುದು ಎಂದು ಸಮಾದೇಷ್ಟರು ತಿಳಿಸಿದ್ದಾರೆ. (476, 400, 686, 486)
citation-caseno: Crl. Misc. Case.No. 65 of 2025 (750, 392, 869, 400)
story-headline: ಮಲ್ಲಿಕಾರ್ಜುನ ಖರ್ಗೆ ಪತ್ರ (291, 309, 417, 327)
story-body: ಕೂಲಿ ಹಣ ವಿಚಾರದಲ್ಲಿ ನಡೆದ ವಾಗ್ವಾದ ವಿಕೋಪಕ್ಕೆ ತಿರುಗಿ ಕಾರ್ಮಿಕನ ಮೇಲೆ ಬಿಸಿ ಎಣ್ಣೆ ಎರಚಿದ ಪರಿಣಾಮ ಗಂಭೀರವಾಗಿ ಗಾಯಗೊಂಡಿದ್ದ ಯುವಕ ಚಿಕಿತ್ಸೆ ಫಲಕಾರಿಯಾಗದೆ ಮೃತಪಟ್ಟಿದ್ದಾನೆ. ಘಟನೆ ಕುರಿತು ಮೃತನ ಕುಟುಂಬಸ್ಥರು ಪೊಲೀಸ್ ಠಾಣೆಯಲ್ಲಿ ದೂರು ದಾಖಲಿಸಿದ್ದಾರೆ. ಆರೋಪಿಯನ್ನು ಶೀಘ್ರ ಬಂಧಿಸಬೇಕು ಎಂದು ಒತ್ತಾಯಿಸಿದ್ದಾರೆ. ಪೊಲೀಸರು ಪ್ರಕರಣ ದಾಖಲಿಸಿಕೊಂಡು ತನಿಖೆ ಕೈಗೊಂಡಿದ್ದಾರೆ. (476, 288, 686, 333)
story-headline: ಗೃಹರಕ್ಷಕ ಸದಸ್ಯತ್ವ ಆಯ್ಕೆ ಪ್ರಕ್ರಿಯೆ ರದ್ದು (490, 346, 672, 390)
tender-title: ಪುರಸಭೆ ಕಾರ್ಯಾಲಯ ಲಿಂಗಸುಗೂರು (708, 126, 912, 145)
story-headline: 16 ಜಿಲ್ಲೆಗಳಿಗೆ ವಿಶೇಷ ಯೋಜನೆ (494, 631, 668, 650)
brand-logo: ಸುದ್ದಿಮೂಲ (756, 62, 890, 102)
citation-signature-left: Sd/- B.M.Hosmani Advocate for the petitioners. (707, 693, 775, 719)
divider (24, 904, 234, 905)
citation-signature-left: Place : Raichur. Date : 24-01-2025. Through Sd/- (Husenappa) Advocate for petitioners (483, 1445, 562, 1497)
story-body: ಸಾಮಾಜಿಕ ನ್ಯಾಯ ಮತ್ತು ಸಂವಿಧಾನದ ಆಶಯಗಳನ್ನು ಎತ್ತಿಹಿಡಿಯುವ ನಿಟ್ಟಿನಲ್ಲಿ ಕೇಂದ್ರ ಸರ್ಕಾರಕ್ಕೆ ಪತ್ರ ಬರೆಯಲಾಗಿದೆ. ದೇಶದ ಶೈಕ್ಷಣಿಕ ಸಂಸ್ಥೆಗಳಲ್ಲಿ ಮೀಸಲಾತಿ ಸಮರ್ಪಕವಾಗಿ ಜಾರಿಯಾಗಬೇಕು. ಪರಿಶಿಷ್ಟ ಜಾತಿ, ಪರಿಶಿಷ್ಟ ಪಂಗಡ ಹಾಗೂ ಹಿಂದುಳಿದ ವರ್ಗಗಳ ವಿದ್ಯಾರ್ಥಿಗಳಿಗೆ ಶಿಷ್ಯವೇತನ ಸಮಯಕ್ಕೆ ಸರಿಯಾಗಿ ಬಿಡುಗಡೆಯಾಗಬೇಕು. ಖಾಲಿ ಇರುವ ಬೋಧಕ ಹುದ್ದೆಗಳನ್ನು ತಕ್ಷಣ ಭರ್ತಿ ಮಾಡಬೇಕು ಎಂದು ಪತ್ರದಲ್ಲಿ ಒತ್ತಾಯಿಸಲಾಗಿದೆ. ಉನ್ನತ ಶಿಕ್ಷಣ ಸಂಸ್ಥೆಗಳ ಸ್ವಾಯತ್ತತೆಗೆ ಧಕ್ಕೆ ತರುವ ನಿರ್ಧಾರಗಳನ್ನು ಕೈಬಿಡಬೇಕು. ಸಂಶೋಧನೆಗೆ ಅಗತ್ಯ ಅನುದಾನ ಒದಗಿಸಬೇಕು ಎಂದು ಕೋರಲಾಗಿದೆ. ಐಐಎಸ್‌ಸಿ ಸಭಾಂಗಣದಲ್ಲಿ ಕನ್ನಡದ ಕೃತಿಯ ಇಂಗ್ಲಿಷ್ ಅನುವಾದವನ್ನು ಬಿಡುಗಡೆ ಮಾಡಲಾಯಿತು. ಕನ್ನಡ ಸಾಹಿತ್ಯವನ್ನು ಜಾಗತಿಕ ಓದುಗರಿಗೆ ತಲುಪಿಸುವ ಇಂತಹ ಪ್ರಯತ್ನಗಳು ಶ್ಲಾಘನೀಯ ಎಂದು ಅತಿಥಿಗಳು ಅಭಿಪ್ರಾಯಪಟ್ಟರು. ಅನುವಾದಕರು ಕೃತಿಯ ಮೂಲ ಸ್ವರೂಪಕ್ಕೆ ಧಕ್ಕೆಯಾಗದಂತೆ ಭಾಷಾಂತರ ಮಾಡಿದ್ದಾರೆ. ಕಾರ್ಯಕ್ರಮದಲ್ಲಿ ಸಾಹಿತಿಗಳು, ವಿದ್ಯಾರ್ಥಿಗಳು ಹಾಗೂ ಸಾಹಿತ್ಯಾಸಕ್ತರು ಪಾಲ್ಗೊಂಡಿದ್ದರು. ಕನ್ನಡದ ಶ್ರೇಷ್ಠ ಕೃತಿಗಳು ಇತರ ಭಾಷೆಗಳಿಗೆ ಅನುವಾದಗೊಳ್ಳಬೇಕು ಎಂದು ಹೇಳಿದರು. ಸಾಮಾಜಿಕ ನ್ಯಾಯ ಮತ್ತು ಸಂವಿಧಾನದ ಆಶಯಗಳನ್ನು ಎತ್ತಿಹಿಡಿಯುವ ನಿಟ್ಟಿನಲ್ಲಿ ಕೇಂದ್ರ ಸರ್ಕಾರಕ್ಕೆ ಪತ್ರ ಬರೆಯಲಾಗಿದೆ. ದೇಶದ ಶೈಕ್ಷಣಿಕ ಸಂಸ್ಥೆಗಳಲ್ಲಿ ಮೀಸಲಾತಿ ಸಮರ್ಪಕವಾಗಿ ಜಾರಿಯಾಗಬೇಕು. ಪರಿಶಿಷ್ಟ ಜಾತಿ, ಪರಿಶಿಷ್ಟ ಪಂಗಡ ಹಾಗೂ ಹಿಂದುಳಿದ ವರ್ಗಗಳ ವಿದ್ಯಾರ್ಥಿಗಳಿಗೆ ಶಿಷ್ಯವೇತನ ಸಮಯಕ್ಕೆ ಸರಿಯಾಗಿ ಬಿಡುಗಡೆಯಾಗಬೇಕು. ಖಾಲಿ ಇರುವ ಬೋಧಕ ಹುದ್ದೆಗಳನ್ನು ತಕ್ಷಣ ಭರ್ತಿ ಮಾಡಬೇಕು ಎಂದು ಪತ್ರದಲ್ಲಿ ಒತ್ತಾಯಿಸಲಾಗಿದೆ. ಉನ್ನತ ಶಿಕ್ಷಣ ಸಂಸ್ಥೆಗಳ ಸ್ವಾಯತ್ತತೆಗೆ ಧಕ್ಕೆ ತರುವ ನಿರ್ಧಾರಗಳನ್ನು ಕೈಬಿಡಬೇಕು. ಸಂಶೋಧನೆಗೆ ಅಗತ್ಯ ಅನುದಾನ ಒದಗಿಸಬೇಕು ಎಂದು ಕೋರಲಾಗಿದೆ. ಖಾಸಗಿ ಹಣಕಾಸು ಸಂಸ್ಥೆಗಳ ಕಿರುಕುಳ ತಡೆಯಲು ರಾಜ್ಯ ಸರ್ಕಾರ ಸುಗ್ರೀವಾಜ್ಞೆ ಜಾರಿಗೆ ತರಲು ನಿರ್ಧರಿಸಿದೆ. 1996ರಲ್ಲಿ 472 ಎಕರೆ ಭೂಮಿಯನ್ನು ಸ್ವಾಧೀನಪಡಿಸಿಕೊಳ್ಳಲಾಗಿತ್ತು. ಸಾಲ ವಸೂಲಿ ಹೆಸರಿನಲ್ಲಿ ಬಡವರಿಗೆ ತೊಂದರೆ ನೀಡುವವರ ವಿರುದ್ಧ ಕಠಿಣ ಕ್ರಮ ಕೈಗೊಳ್ಳಲಾಗುವುದು. ಅನಧಿಕೃತ ಲೇವಾದೇವಿಗಾರರ ನೋಂದಣಿ ಕಡ್ಡಾಯಗೊಳಿಸಲಾಗುವುದು. ಸಾಲಗಾರರ ಮನೆಗೆ ತೆರಳಿ ಬೆದರಿಕೆ ಹಾಕುವುದು ಶಿಕ್ಷಾರ್ಹ ಅಪರಾಧ. 2024ರ ಮಾರ್ಚ್ ವೇಳೆಗೆ 3014.00 ಕೋಟಿ ರೂ. ಸಾಲ ವಿತರಿಸಲಾಗಿದೆ. ಗ್ರಾಮೀಣ ಪ್ರದೇಶಗಳಲ್ಲಿ ಜಾಗೃತಿ ಮೂಡಿಸಲು ಕ್ರಮ ಕೈಗೊಳ್ಳಲಾಗುವುದು. ಸಂತ್ರಸ್ತರು ದೂರು ನೀಡಲು ಸಹಾಯವಾಣಿ ಆರಂಭಿಸಲಾಗುವುದು. ಪೊಲೀಸ್ ಇಲಾಖೆಗೆ ವಿಶೇಷ ಅಧಿಕಾರ ನೀಡಲಾಗುವುದು ಎಂದು ಸರ್ಕಾರ ತಿಳಿಸಿದೆ. (246, 334, 462, 597)
citation-place: AT : RAICHUR. (553, 1161, 609, 1169)
section-label: ಮೊದಲನೇ ಪುಟದಿಂದ (24, 123, 234, 144)
crop-mark: + (14, 32, 30, 53)
tender-date: ದಿನಾಂಕ : 21.01.2025 (861, 148, 912, 154)
tender-badge: ಅಲ್ಪಾವಧಿ ಟೆಂಡರ್ ಪ್ರಕಟಣೆ (762, 164, 858, 178)
citation-signature-right: // By Order Of The Court // Sd/- C.M.O. Civil Judge & JMFC court Shorapur. Dist. Yadgiri. (809, 1062, 909, 1097)
news-photo (595, 170, 686, 278)
column-rule (240, 120, 241, 1504)
citation-title: CITATION (786, 737, 834, 747)
citation-title: CITATION (557, 1141, 605, 1151)
story-headline: ದಾವೋಸ್ ಶೃಂಗಸಭೆಗೆ ಸಚಿವರು, ಅಧಿಕಾರಿಗಳು ತೆರಳಲಿ (501, 965, 661, 1004)
story-headline: ನೇಣು ಹಾಕಿಕೊಂಡು ಮಹಿಳೆ ಸಾವಿಗೆ ಶರಣು! (495, 819, 667, 833)
arrow-icon: › (162, 86, 170, 97)
twitter-icon (622, 87, 631, 96)
website-link[interactable]: › https://www.suddimoola.in (162, 72, 303, 83)
story-headline: ಮೈಕ್ರೋ ಫೈನಾನ್ಸ್ ನಿಯಂತ್ರಣಕ್ಕೆ ಕಾಯ್ದೆ (273, 1357, 435, 1372)
